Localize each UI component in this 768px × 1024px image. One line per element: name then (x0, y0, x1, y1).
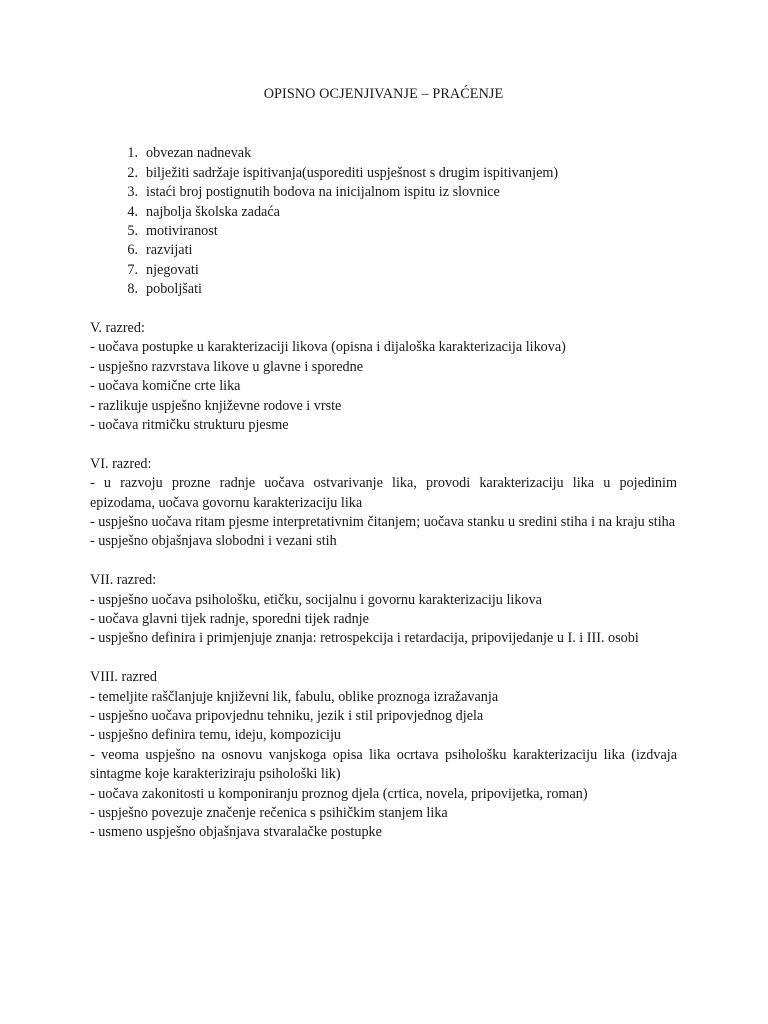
section-item: - uspješno objašnjava slobodni i vezani stih (90, 533, 337, 550)
section-title: VI. razred: (90, 455, 152, 472)
sections-container (90, 319, 677, 843)
list-item-text: razvijati (146, 242, 193, 259)
section-items (90, 338, 677, 435)
list-item-number: 7. (127, 261, 138, 278)
list-item-number: 2. (127, 164, 138, 181)
list-item-text: istaći broj postignutih bodova na inicijalnom ispitu iz slovnice (146, 184, 500, 201)
section-item: - u razvoju prozne radnje uočava ostvarivanje lika, provodi karakterizaciju lika u pojedinim epizodama, uočava govornu karakterizaciju lika (90, 475, 677, 511)
section-item: - usmeno uspješno objašnjava stvaralačke postupke (90, 824, 382, 841)
list-item-text: najbolja školska zadaća (146, 203, 280, 220)
numbered-list-item (90, 280, 677, 299)
section-item: - uspješno uočava psihološku, etičku, socijalnu i govornu karakterizaciju likova (90, 591, 542, 608)
numbered-list-item (90, 164, 677, 183)
grade-section (90, 455, 677, 552)
numbered-list (90, 144, 677, 299)
section-item: - uspješno definira temu, ideju, kompoziciju (90, 727, 341, 744)
section-item: - uspješno uočava pripovjednu tehniku, jezik i stil pripovjednog djela (90, 708, 484, 724)
numbered-list-item (90, 183, 677, 202)
list-item-number: 4. (127, 203, 138, 220)
list-item-text: motiviranost (146, 222, 218, 239)
grade-section (90, 571, 677, 649)
section-item: - uspješno povezuje značenje rečenica s psihičkim stanjem lika (90, 805, 448, 822)
list-item-number: 1. (127, 145, 138, 162)
list-item-text: bilježiti sadržaje ispitivanja(usporediti uspješnost s drugim ispitivanjem) (146, 164, 559, 181)
numbered-list-item (90, 203, 677, 222)
section-item: - temeljite raščlanjuje književni lik, fabulu, oblike proznoga izražavanja (90, 688, 499, 705)
section-item: - razlikuje uspješno književne rodove i vrste (90, 397, 342, 414)
grade-section (90, 668, 677, 843)
list-item-text: obvezan nadnevak (146, 145, 252, 162)
list-item-text: njegovati (146, 261, 199, 278)
section-item: - uspješno razvrstava likove u glavne i sporedne (90, 358, 364, 375)
section-item: - uočava postupke u karakterizaciji likova (opisna i dijaloška karakterizacija likova) (90, 339, 566, 356)
list-item-number: 8. (127, 281, 138, 298)
section-item: - uspješno uočava ritam pjesme interpretativnim čitanjem; uočava stanku u sredini stiha i na kraju stiha (90, 513, 676, 530)
section-items (90, 474, 677, 552)
section-item: - uspješno definira i primjenjuje znanja: retrospekcija i retardacija, pripovijedanje u I. i III. osobi (90, 630, 639, 647)
section-items (90, 591, 677, 649)
section-title: VIII. razred (90, 669, 157, 686)
numbered-list-item (90, 241, 677, 260)
document-page (90, 0, 677, 843)
list-item-number: 6. (127, 242, 138, 259)
list-item-number: 3. (127, 184, 138, 201)
list-item-text: poboljšati (146, 281, 202, 298)
numbered-list-item (90, 222, 677, 241)
section-item: - veoma uspješno na osnovu vanjskoga opisa lika ocrtava psihološku karakterizaciju lika (izdvaja sintagme koje karakteriziraju psihološki lik) (90, 746, 677, 783)
grade-section (90, 319, 677, 435)
section-items (90, 688, 677, 843)
section-title: VII. razred: (90, 572, 157, 589)
list-item-number: 5. (127, 222, 138, 239)
numbered-list-item (90, 261, 677, 280)
section-item: - uočava ritmičku strukturu pjesme (90, 416, 289, 433)
section-item: - uočava komične crte lika (90, 378, 241, 395)
document-title: OPISNO OCJENJIVANJE – PRAĆENJE (263, 86, 504, 102)
section-item: - uočava zakonitosti u komponiranju proznog djela (crtica, novela, pripovijetka, roman) (90, 785, 588, 802)
section-title: V. razred: (90, 319, 145, 336)
section-item: - uočava glavni tijek radnje, sporedni tijek radnje (90, 610, 369, 627)
numbered-list-item (90, 144, 677, 163)
